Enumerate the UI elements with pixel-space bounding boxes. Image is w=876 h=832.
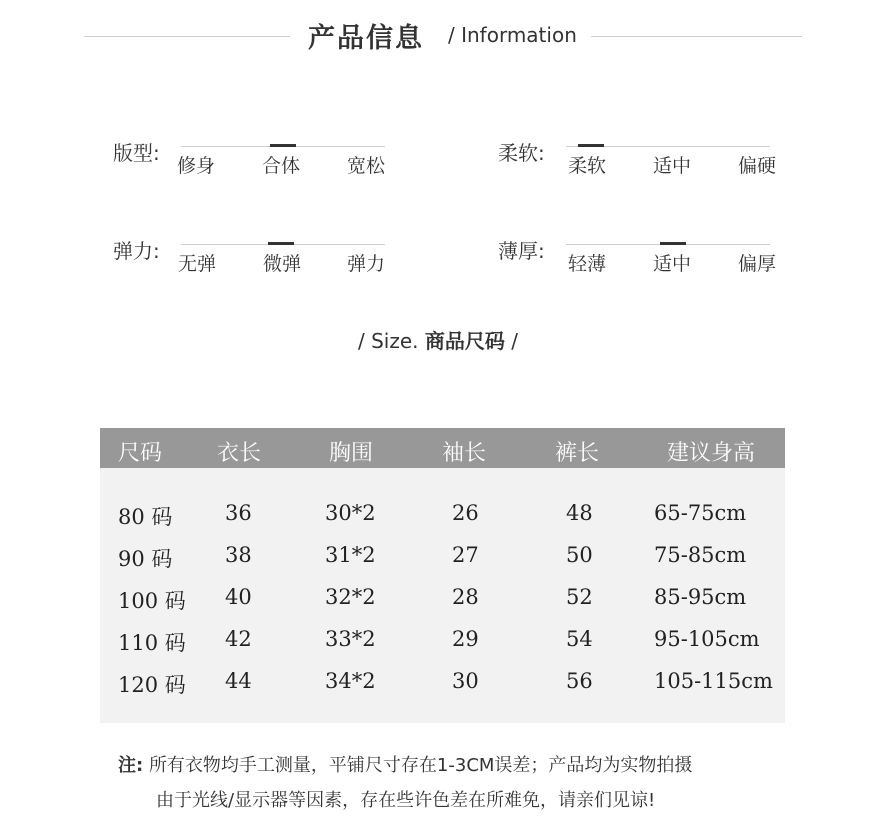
size-heading-prefix: / Size. [358,329,425,353]
cell-pants-length: 54 [566,627,593,651]
size-heading-suffix: / [504,329,518,353]
cell-pants-length: 50 [566,543,593,567]
cell-top-length: 44 [225,669,252,693]
table-row [100,627,785,667]
attribute-option: 轻薄 [568,253,607,275]
table-row [100,585,785,625]
column-header-sleeve: 袖长 [442,441,487,466]
attribute-name: 薄厚: [498,239,545,263]
attribute-selected-marker [578,144,604,147]
column-header-top-length: 衣长 [217,441,262,466]
cell-sleeve: 29 [452,627,479,651]
attribute-elasticity [113,235,413,295]
size-table [100,428,785,723]
cell-pants-length: 56 [566,669,593,693]
measurement-note [0,751,876,777]
cell-chest: 31*2 [325,543,376,567]
size-section-heading [0,325,876,354]
attribute-selected-marker [660,242,686,245]
cell-pants-length: 52 [566,585,593,609]
attribute-name: 柔软: [498,141,545,165]
note-line-2: 由于光线/显示器等因素，存在些许色差在所难免，请亲们见谅! [156,790,656,811]
section-title: 产品信息 [308,23,424,54]
cell-top-length: 36 [225,501,252,525]
column-header-size: 尺码 [118,441,163,466]
cell-chest: 33*2 [325,627,376,651]
attribute-selected-marker [268,242,294,245]
header-right-rule [591,36,802,37]
cell-top-length: 38 [225,543,252,567]
attribute-name: 弹力: [113,239,160,263]
attribute-name: 版型: [113,141,160,165]
attribute-option: 宽松 [347,155,386,177]
measurement-note-continued [0,786,876,812]
attribute-option: 偏硬 [738,155,777,177]
cell-height: 65-75cm [654,501,747,525]
attribute-option: 修身 [177,155,216,177]
attribute-option: 柔软 [568,155,607,177]
cell-chest: 30*2 [325,501,376,525]
cell-chest: 32*2 [325,585,376,609]
attribute-option: 微弹 [263,253,302,275]
cell-sleeve: 26 [452,501,479,525]
cell-pants-length: 48 [566,501,593,525]
attribute-fit [113,137,413,197]
attribute-option: 无弹 [178,253,217,275]
cell-top-length: 40 [225,585,252,609]
size-heading-title: 商品尺码 [424,329,505,353]
cell-size: 80 码 [118,505,173,529]
size-table-header [100,428,785,468]
section-subtitle: / Information [448,23,577,47]
attribute-option: 合体 [262,155,301,177]
table-row [100,669,785,709]
table-row [100,501,785,541]
cell-sleeve: 28 [452,585,479,609]
attribute-option: 适中 [653,253,692,275]
attribute-thickness [498,235,798,295]
cell-height: 85-95cm [654,585,747,609]
note-line-1: 所有衣物均手工测量，平铺尺寸存在1-3CM误差；产品均为实物拍摄 [148,755,693,776]
cell-height: 105-115cm [654,669,773,693]
cell-sleeve: 27 [452,543,479,567]
column-header-height: 建议身高 [667,441,756,466]
cell-height: 95-105cm [654,627,760,651]
attribute-option: 弹力 [347,253,386,275]
cell-size: 90 码 [118,547,173,571]
cell-height: 75-85cm [654,543,747,567]
cell-size: 110 码 [118,631,186,655]
note-label: 注: [118,755,144,776]
attribute-softness [498,137,798,197]
cell-top-length: 42 [225,627,252,651]
cell-sleeve: 30 [452,669,479,693]
attribute-option: 偏厚 [738,253,777,275]
table-row [100,543,785,583]
section-header [0,0,876,70]
cell-chest: 34*2 [325,669,376,693]
attribute-selected-marker [270,144,296,147]
cell-size: 120 码 [118,673,186,697]
column-header-chest: 胸围 [329,441,374,466]
attribute-option: 适中 [653,155,692,177]
cell-size: 100 码 [118,589,186,613]
header-left-rule [84,36,290,37]
column-header-pants-length: 裤长 [555,441,600,466]
